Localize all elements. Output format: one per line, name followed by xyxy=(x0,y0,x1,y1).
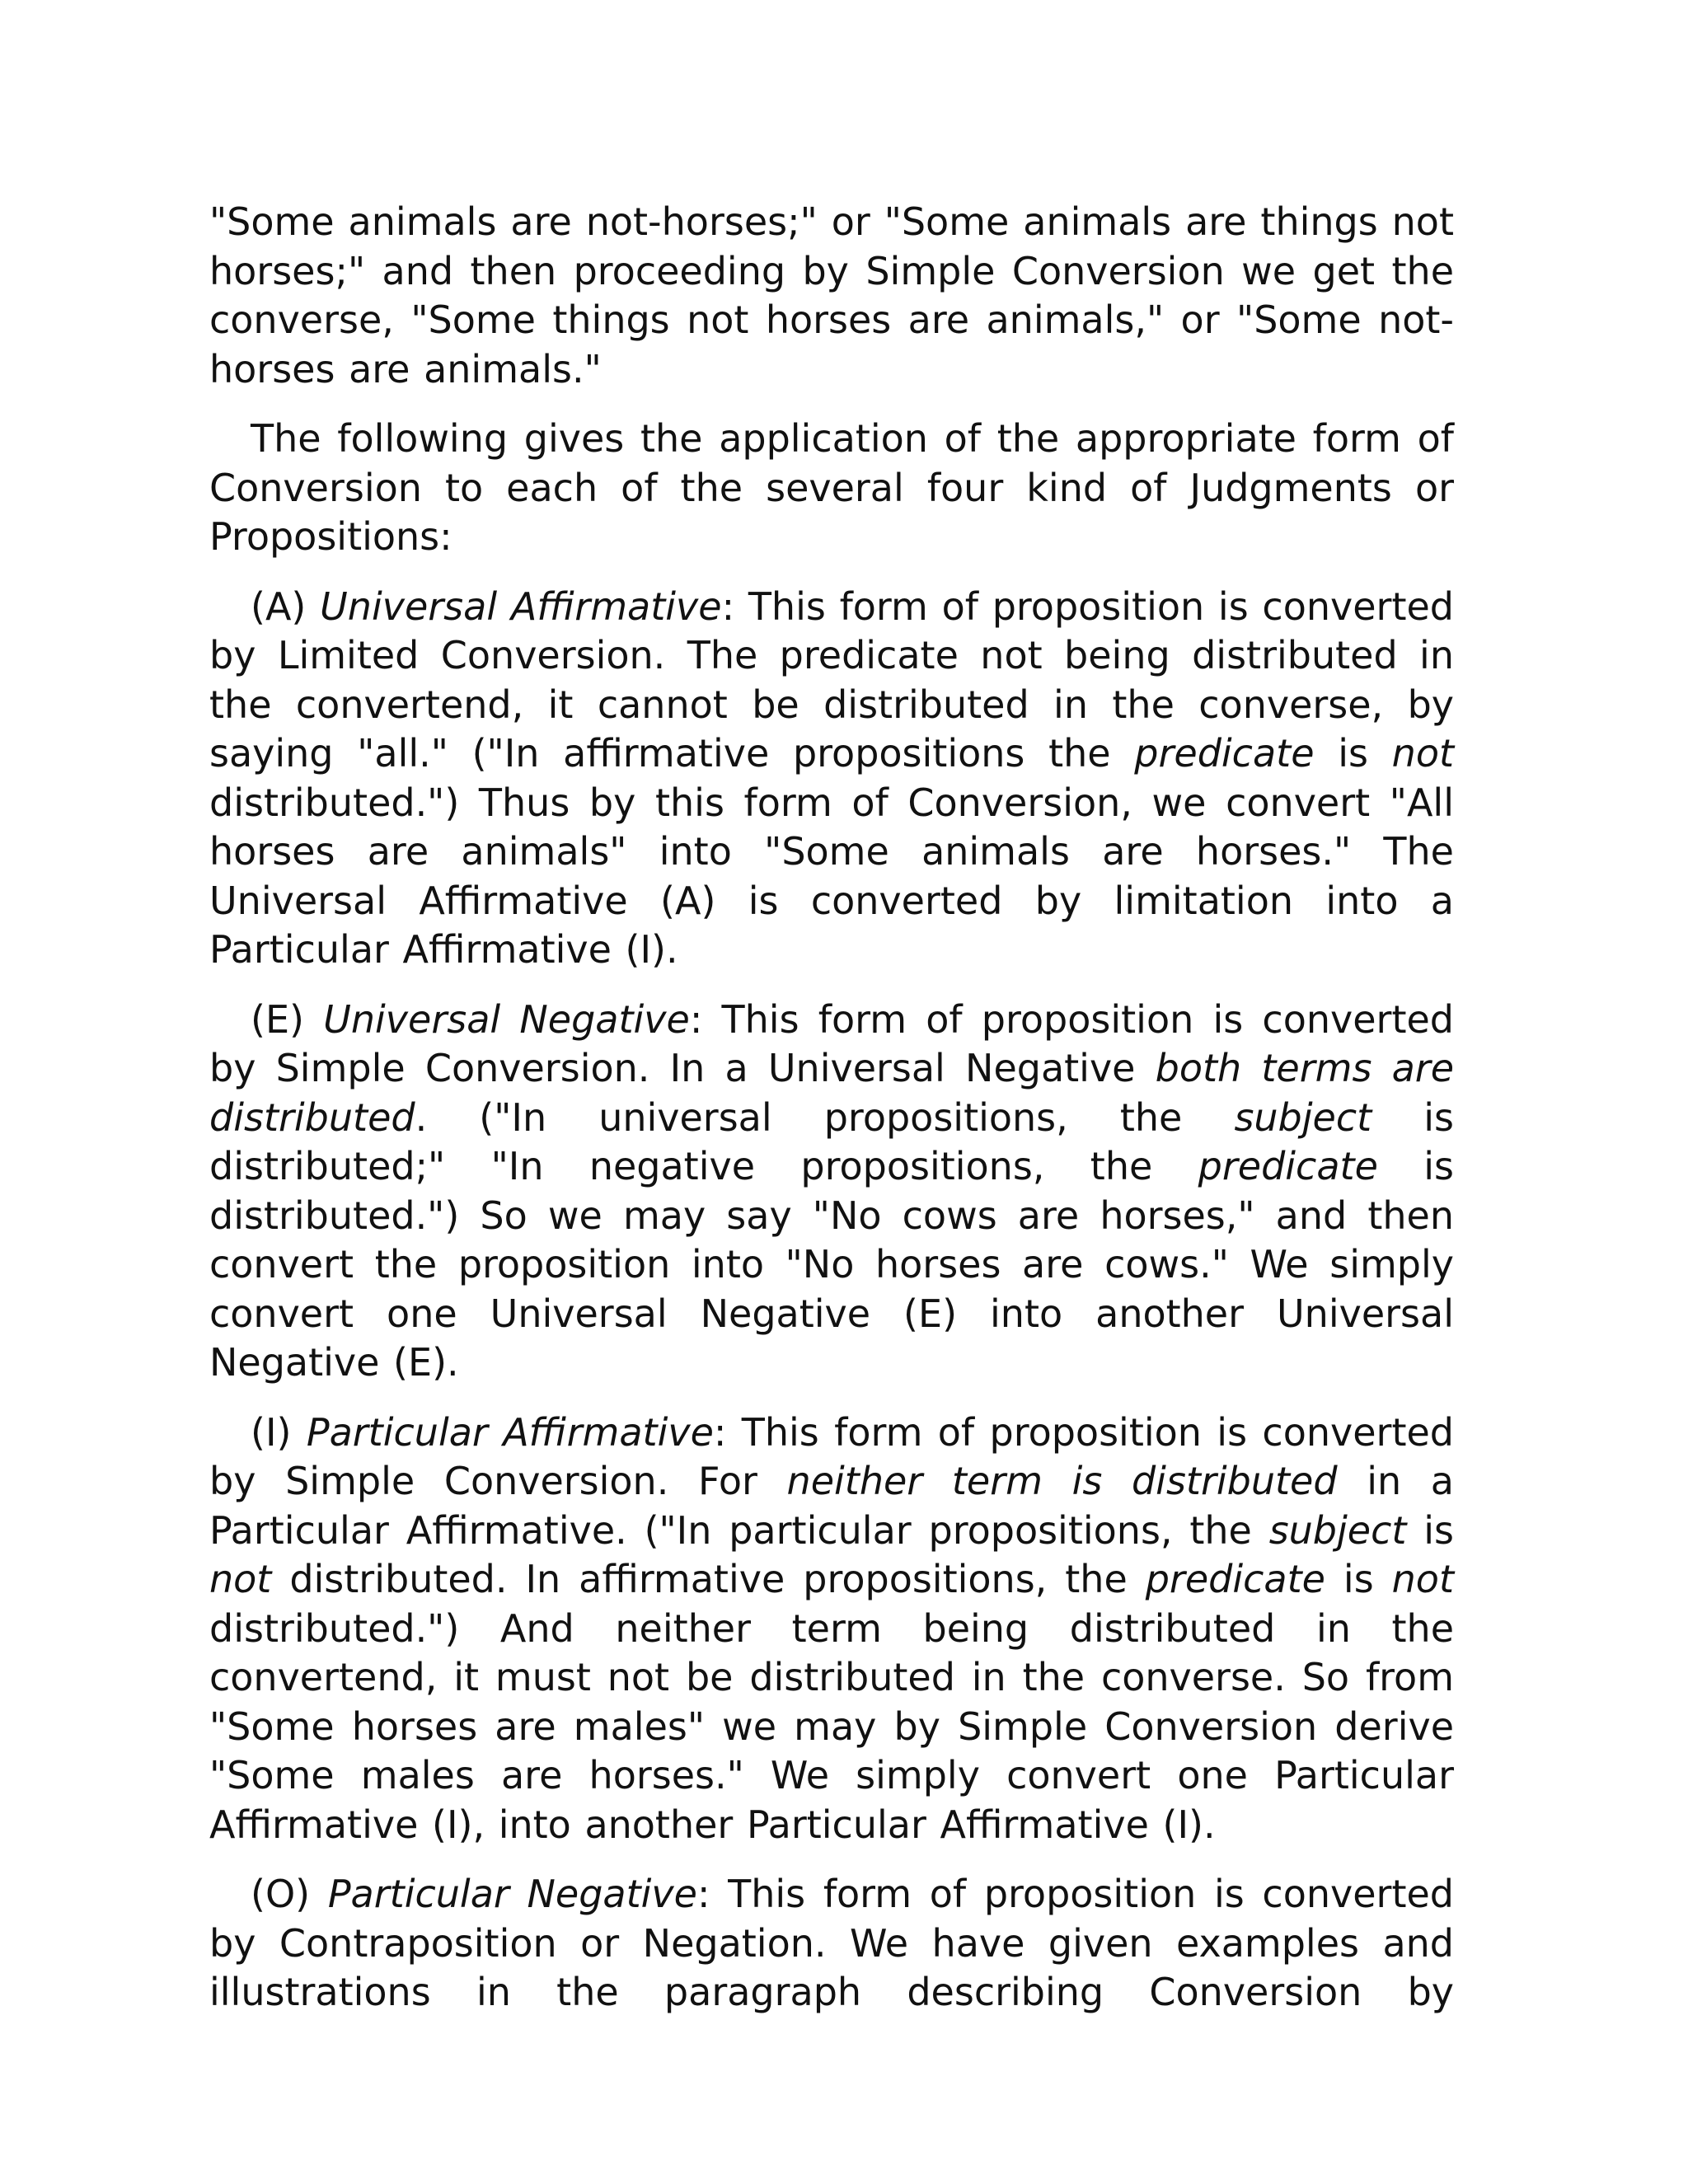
italic-text: Particular Affirmative xyxy=(306,1409,714,1455)
italic-text: predicate xyxy=(1134,731,1315,776)
text-run: : This form of proposition is converted by Simple Conversion. In a Universal Negative xyxy=(209,996,1454,1090)
paragraph xyxy=(209,1870,1454,2018)
text-run: is xyxy=(1314,731,1392,776)
text-run: is xyxy=(1406,1507,1454,1553)
italic-text: subject xyxy=(1234,1094,1372,1140)
text-run: (I) xyxy=(251,1409,307,1455)
italic-text: both terms are distributed xyxy=(209,1046,1455,1140)
text-run: is xyxy=(1325,1557,1392,1601)
paragraph xyxy=(209,1408,1454,1850)
italic-text: not xyxy=(1391,1557,1454,1601)
paragraph xyxy=(209,198,1454,394)
italic-text: not xyxy=(209,1557,272,1601)
italic-text: Particular Negative xyxy=(327,1872,697,1916)
text-run: "Some animals are not-horses;" or "Some animals are things not horses;" and then proceeding by Simple Conversion we get the converse, "Some things not horses are animals," or "Some not-horses are animals." xyxy=(209,199,1454,391)
text-run: in a Particular Affirmative. ("In particular propositions, the xyxy=(209,1459,1454,1553)
paragraph xyxy=(209,583,1454,975)
italic-text: predicate xyxy=(1198,1144,1378,1188)
text-run: distributed. In affirmative propositions, the xyxy=(271,1557,1146,1601)
text-run: distributed.") And neither term being distributed in the convertend, it must not be distributed in the converse. So from "Some horses are males" we may by Simple Conversion derive "Some males are horses." We simply convert one Particular Affirmative (I), into another Particular Affirmative (I). xyxy=(209,1605,1454,1847)
text-run: (O) xyxy=(251,1872,328,1916)
italic-text: not xyxy=(1391,731,1455,776)
text-run: . ("In universal propositions, the xyxy=(415,1094,1235,1140)
italic-text: neither term is distributed xyxy=(786,1459,1338,1503)
text-run: : This form of proposition is converted by Simple Conversion. For xyxy=(209,1409,1454,1503)
text-run: : This form of proposition is converted by Limited Conversion. The predicate not being distributed in the convertend, it cannot be distributed in the converse, by saying "all." ("In affirmative propositions the xyxy=(209,583,1454,776)
text-run: (A) xyxy=(251,583,321,629)
text-run: is distributed.") So we may say "No cows are horses," and then convert the proposition into "No horses are cows." We simply convert one Universal Negative (E) into another Universal Negative (E). xyxy=(209,1144,1454,1385)
italic-text: subject xyxy=(1268,1507,1407,1553)
paragraph xyxy=(209,996,1454,1388)
italic-text: Universal Affirmative xyxy=(320,583,722,629)
text-run: distributed.") Thus by this form of Conversion, we convert "All horses are animals" into "Some animals are horses." The Universal Affirmative (A) is converted by limitation into a Particular Affirmative (I). xyxy=(209,780,1454,972)
italic-text: predicate xyxy=(1145,1557,1325,1601)
text-run: is distributed;" "In negative propositions, the xyxy=(209,1094,1455,1188)
text-run: The following gives the application of the appropriate form of Conversion to each of the several four kind of Judgments or Propositions: xyxy=(209,416,1454,559)
text-run: : This form of proposition is converted by Contraposition or Negation. We have given examples and illustrations in the paragraph describing Conversion by xyxy=(209,1872,1454,2014)
document-page xyxy=(209,198,1454,2038)
text-run: (E) xyxy=(251,996,324,1042)
paragraph xyxy=(209,415,1454,562)
italic-text: Universal Negative xyxy=(323,996,690,1042)
